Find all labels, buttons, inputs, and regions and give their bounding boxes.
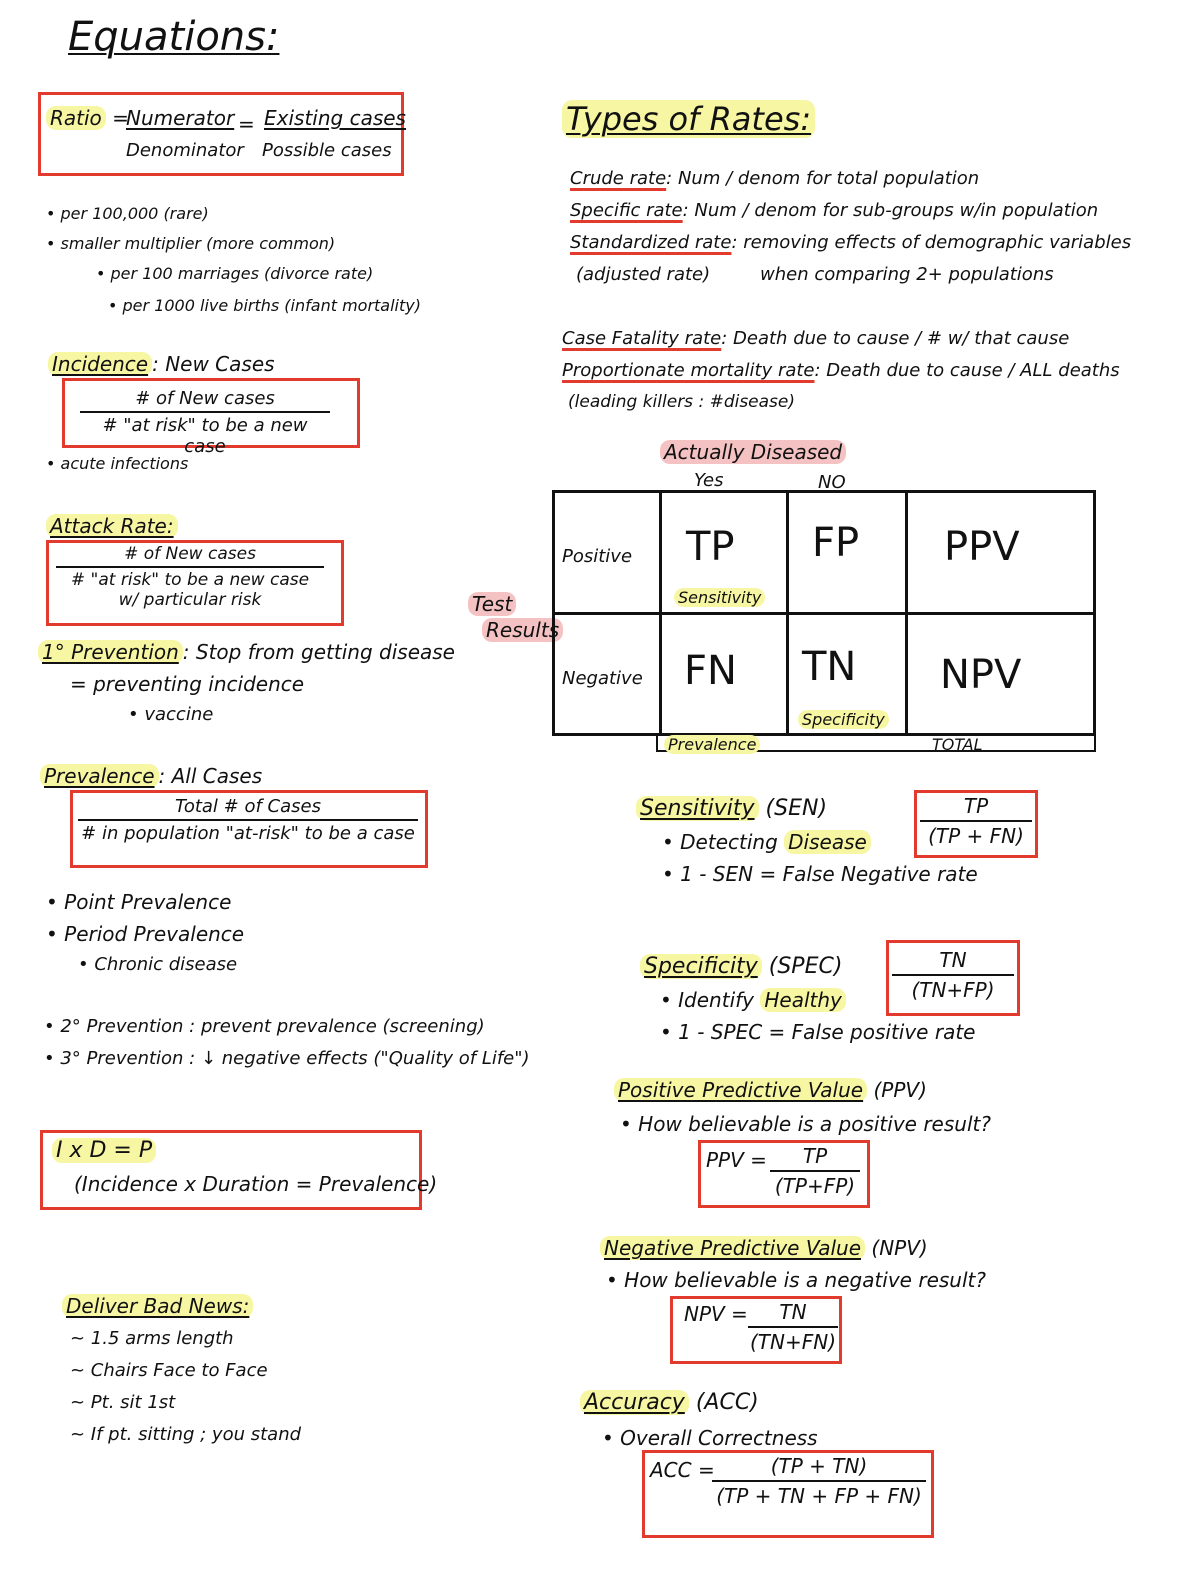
bad-news-item: ~ Chairs Face to Face — [70, 1360, 268, 1381]
incidence-fraction — [80, 388, 330, 457]
primary-line3: • vaccine — [128, 704, 214, 725]
page-title: Equations: — [68, 14, 280, 60]
ratio-denominator: Denominator — [126, 140, 244, 161]
prevalence-fraction — [78, 796, 418, 844]
npv-lhs: NPV = — [684, 1302, 748, 1326]
cfr-term: Case Fatality rate — [562, 328, 722, 349]
multiplier-2: • smaller multiplier (more common) — [46, 234, 336, 253]
table-prevalence: Prevalence — [664, 735, 760, 754]
adjusted-note: when comparing 2+ populations — [760, 264, 1054, 285]
ratio-possible: Possible cases — [262, 140, 392, 161]
pmr-row — [562, 360, 1120, 381]
npv-den: (TN+FN) — [749, 1330, 836, 1354]
secondary-prevention: • 2° Prevention : prevent prevalence (screening) — [44, 1016, 485, 1037]
ppv-lhs: PPV = — [706, 1148, 767, 1172]
bad-news-label: Deliver Bad News: — [62, 1294, 253, 1318]
ratio-numerator: Numerator — [126, 106, 235, 130]
adjusted-rate: (adjusted rate) — [576, 264, 711, 285]
table-specificity: Specificity — [798, 710, 889, 729]
spec-abbr: (SPEC) — [768, 954, 843, 979]
primary-label: 1° Prevention — [38, 640, 183, 664]
spec-fraction — [892, 948, 1014, 1002]
rate-term: Crude rate — [570, 168, 667, 189]
actually-diseased: Actually Diseased — [660, 440, 846, 464]
attack-den-2: w/ particular risk — [118, 590, 262, 610]
attack-den-1: # "at risk" to be a new case — [70, 570, 310, 590]
prevalence-type-3: • Chronic disease — [78, 954, 238, 975]
prevalence-den: # in population "at-risk" to be a case — [81, 823, 415, 844]
npv-num: TN — [779, 1300, 807, 1324]
rate-text: : Num / denom for total population — [666, 168, 980, 189]
ppv-den: (TP+FP) — [774, 1174, 856, 1198]
pmr-note: (leading killers : #disease) — [568, 392, 796, 412]
ratio-label: Ratio — [46, 106, 106, 130]
spec-b2: • 1 - SPEC = False positive rate — [660, 1020, 976, 1044]
cell-npv: NPV — [940, 652, 1022, 698]
rate-text: : Num / denom for sub-groups w/in population — [682, 200, 1099, 221]
cell-tp: TP — [686, 524, 735, 570]
sens-b1b: Disease — [784, 830, 871, 854]
attack-fraction — [56, 544, 324, 610]
ratio-equals: = — [112, 106, 129, 130]
acc-num: (TP + TN) — [770, 1454, 868, 1478]
primary-text: : Stop from getting disease — [182, 640, 455, 664]
bad-news-item: ~ Pt. sit 1st — [70, 1392, 176, 1413]
rate-text: : removing effects of demographic variables — [731, 232, 1132, 253]
ppv-fraction — [770, 1144, 860, 1198]
primary-line2: = preventing incidence — [70, 672, 305, 696]
ratio-existing: Existing cases — [264, 106, 406, 130]
cell-fn: FN — [684, 648, 737, 694]
cell-ppv: PPV — [944, 524, 1020, 570]
bad-news-item: ~ If pt. sitting ; you stand — [70, 1424, 302, 1445]
acc-fraction — [712, 1454, 926, 1508]
spec-b1b: Healthy — [760, 988, 846, 1012]
sens-num: TP — [963, 794, 989, 818]
ixd-equation — [52, 1138, 156, 1163]
incidence-note: • acute infections — [46, 454, 189, 473]
incidence-num: # of New cases — [135, 388, 275, 409]
spec-b1a: • Identify — [660, 988, 755, 1012]
types-title: Types of Rates: — [562, 100, 815, 138]
ixd-eq-text: I x D = P — [52, 1138, 156, 1163]
ratio-equals-2: = — [238, 112, 255, 136]
multiplier-1: • per 100,000 (rare) — [46, 204, 209, 223]
rate-term: Standardized rate — [570, 232, 732, 253]
npv-abbr: (NPV) — [871, 1236, 928, 1260]
rate-row — [570, 232, 1131, 253]
col-yes: Yes — [694, 470, 724, 491]
spec-label: Specificity — [640, 954, 762, 979]
acc-den: (TP + TN + FP + FN) — [716, 1484, 922, 1508]
prevalence-label: Prevalence — [40, 764, 159, 788]
ppv-num: TP — [802, 1144, 828, 1168]
npv-b1: • How believable is a negative result? — [606, 1268, 986, 1292]
rate-row — [570, 200, 1098, 221]
results-label: Results — [482, 618, 563, 642]
table-total: TOTAL — [932, 735, 983, 754]
sens-abbr: (SEN) — [765, 796, 828, 821]
sens-b2: • 1 - SEN = False Negative rate — [662, 862, 978, 886]
cfr-text: : Death due to cause / # w/ that cause — [721, 328, 1070, 349]
incidence-suffix: : New Cases — [152, 352, 275, 376]
sens-b1a: • Detecting — [662, 830, 778, 854]
table-sensitivity: Sensitivity — [674, 588, 765, 607]
sens-label: Sensitivity — [636, 796, 759, 821]
spec-num: TN — [939, 948, 967, 972]
acc-lhs: ACC = — [650, 1458, 715, 1482]
tertiary-prevention: • 3° Prevention : ↓ negative effects ("Quality of Life") — [44, 1048, 530, 1069]
sens-fraction — [920, 794, 1032, 848]
multiplier-4: • per 1000 live births (infant mortality) — [108, 296, 421, 315]
test-label: Test — [468, 592, 516, 616]
ppv-label: Positive Predictive Value — [614, 1078, 867, 1102]
cell-fp: FP — [812, 520, 860, 566]
prevalence-type-1: • Point Prevalence — [46, 890, 232, 914]
rate-term: Specific rate — [570, 200, 683, 221]
prevalence-suffix: : All Cases — [158, 764, 263, 788]
ppv-abbr: (PPV) — [873, 1078, 927, 1102]
ratio-box — [38, 92, 404, 176]
prevalence-type-2: • Period Prevalence — [46, 922, 245, 946]
incidence-den: # "at risk" to be a new case — [102, 415, 308, 457]
acc-label: Accuracy — [580, 1390, 689, 1415]
row-negative: Negative — [562, 668, 643, 689]
pmr-text: : Death due to cause / ALL deaths — [814, 360, 1120, 381]
npv-fraction — [748, 1300, 838, 1354]
spec-den: (TN+FP) — [911, 978, 995, 1002]
ixd-text: (Incidence x Duration = Prevalence) — [74, 1172, 438, 1196]
cfr-row — [562, 328, 1069, 349]
npv-label: Negative Predictive Value — [600, 1236, 865, 1260]
attack-label: Attack Rate: — [46, 514, 178, 538]
ppv-b1: • How believable is a positive result? — [620, 1112, 991, 1136]
prevalence-num: Total # of Cases — [175, 796, 321, 817]
row-positive: Positive — [562, 546, 633, 567]
pmr-term: Proportionate mortality rate — [562, 360, 815, 381]
multiplier-3: • per 100 marriages (divorce rate) — [96, 264, 374, 283]
cell-tn: TN — [802, 644, 857, 690]
bad-news-item: ~ 1.5 arms length — [70, 1328, 234, 1349]
col-no: NO — [818, 472, 846, 493]
acc-b1: • Overall Correctness — [602, 1426, 818, 1450]
sens-den: (TP + FN) — [928, 824, 1024, 848]
rate-row — [570, 168, 979, 189]
attack-num: # of New cases — [124, 544, 256, 564]
acc-abbr: (ACC) — [695, 1390, 759, 1415]
incidence-label: Incidence — [48, 352, 152, 376]
